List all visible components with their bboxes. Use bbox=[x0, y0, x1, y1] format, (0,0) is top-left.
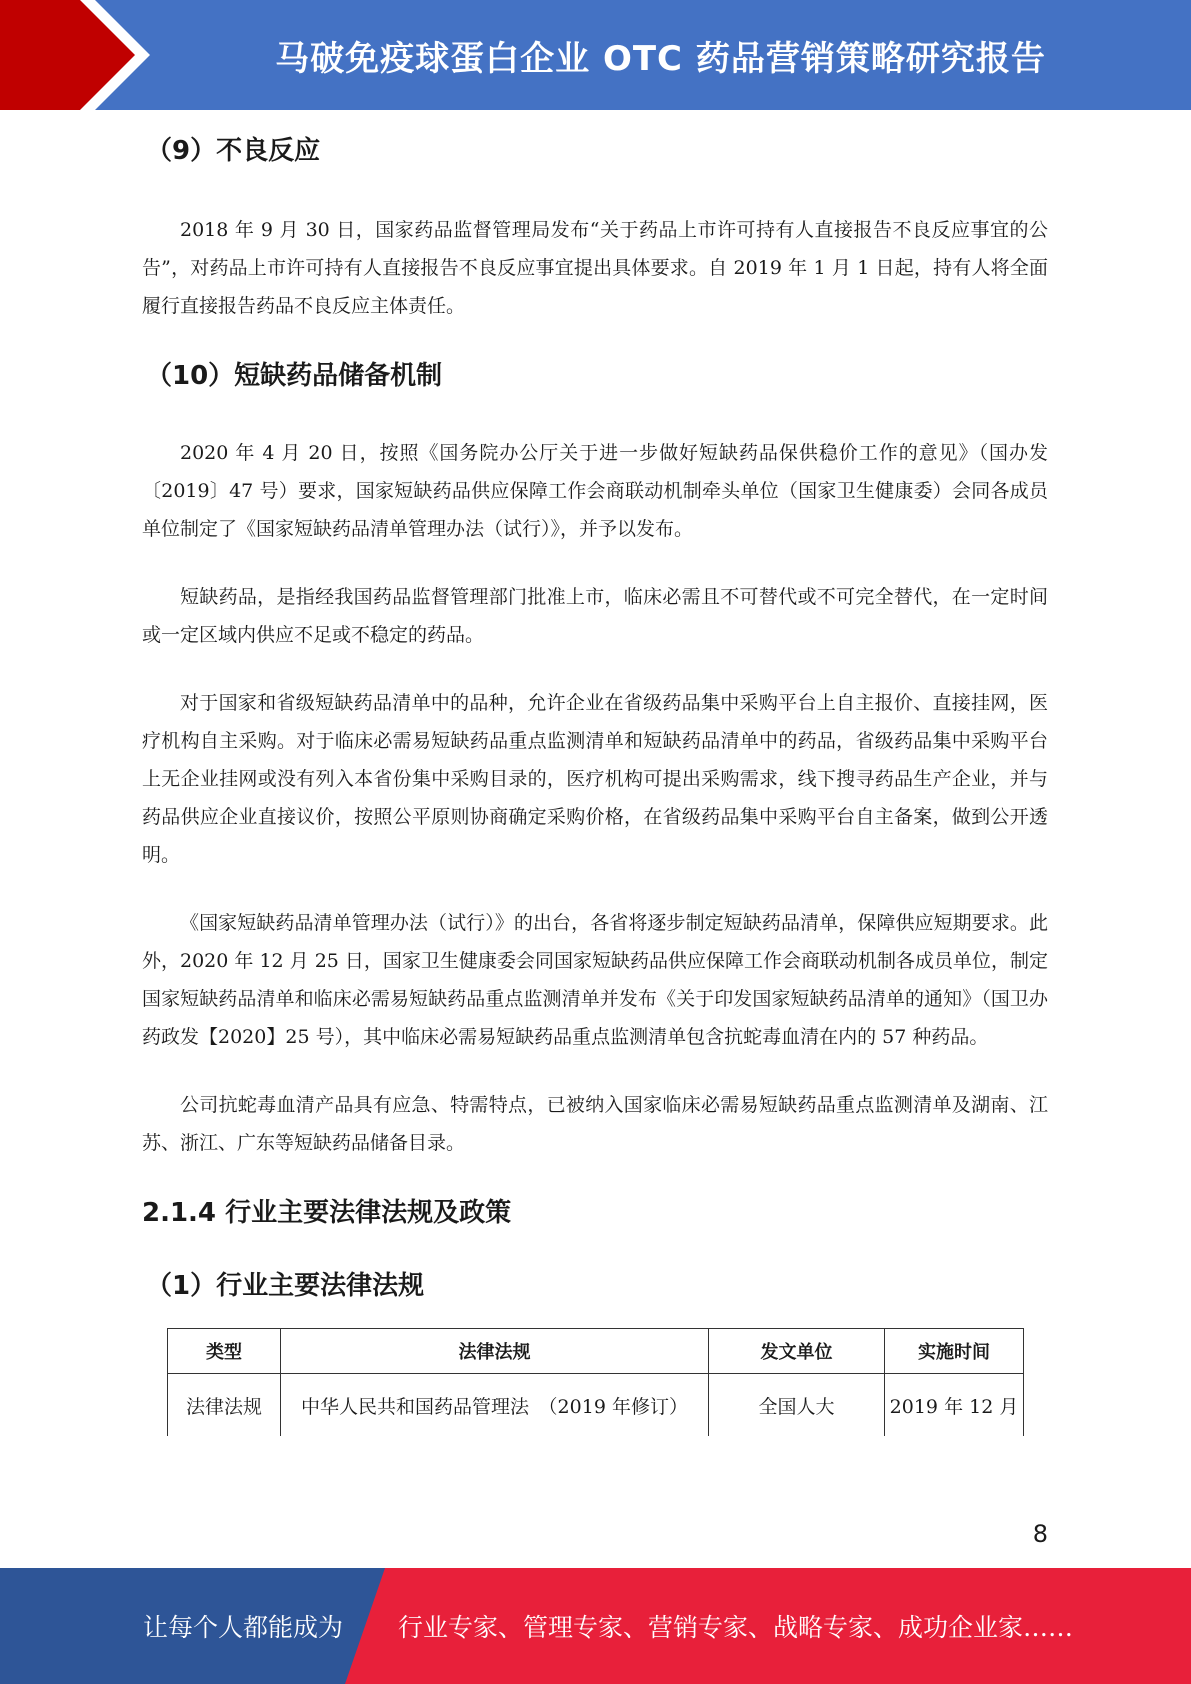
column-header-law: 法律法规 bbox=[281, 1329, 709, 1374]
page-number: 8 bbox=[1032, 1520, 1048, 1548]
table-header-row bbox=[168, 1329, 1024, 1374]
section-heading-shortage-reserve: （10）短缺药品储备机制 bbox=[146, 361, 443, 391]
page-content bbox=[142, 130, 1048, 1436]
paragraph: 2018 年 9 月 30 日，国家药品监督管理局发布“关于药品上市许可持有人直接报告不良反应事宜的公告”，对药品上市许可持有人直接报告不良反应事宜提出具体要求。自 2019 年 1 月 1 日起，持有人将全面履行直接报告药品不良反应主体责任。 bbox=[142, 219, 1048, 317]
laws-table bbox=[167, 1328, 1024, 1436]
page-footer bbox=[0, 1568, 1191, 1684]
page-header bbox=[0, 0, 1191, 110]
cell-type: 法律法规 bbox=[168, 1374, 281, 1437]
section-heading-adverse-reactions: （9）不良反应 bbox=[146, 136, 321, 166]
cell-effective-date: 2019 年 12 月 bbox=[885, 1374, 1024, 1437]
subsection-heading-main-laws: （1）行业主要法律法规 bbox=[146, 1271, 425, 1301]
report-title: 马破免疫球蛋白企业 OTC 药品营销策略研究报告 bbox=[275, 38, 1046, 79]
header-arrow-icon bbox=[0, 0, 160, 110]
paragraph: 2020 年 4 月 20 日，按照《国务院办公厅关于进一步做好短缺药品保供稳价工作的意见》（国办发〔2019〕47 号）要求，国家短缺药品供应保障工作会商联动机制牵头单位（国家卫生健康委）会同各成员单位制定了《国家短缺药品清单管理办法（试行）》，并予以发布。 bbox=[142, 442, 1048, 540]
cell-issuer: 全国人大 bbox=[709, 1374, 885, 1437]
column-header-type: 类型 bbox=[168, 1329, 281, 1374]
paragraph: 公司抗蛇毒血清产品具有应急、特需特点，已被纳入国家临床必需易短缺药品重点监测清单及湖南、江苏、浙江、广东等短缺药品储备目录。 bbox=[142, 1094, 1048, 1154]
paragraph: 短缺药品，是指经我国药品监督管理部门批准上市，临床必需且不可替代或不可完全替代，在一定时间或一定区域内供应不足或不稳定的药品。 bbox=[142, 586, 1048, 646]
cell-law: 中华人民共和国药品管理法 （2019 年修订） bbox=[281, 1374, 709, 1437]
footer-slogan-left: 让每个人都能成为 bbox=[143, 1613, 344, 1642]
table-row bbox=[168, 1374, 1024, 1437]
paragraph: 对于国家和省级短缺药品清单中的品种，允许企业在省级药品集中采购平台上自主报价、直接挂网，医疗机构自主采购。对于临床必需易短缺药品重点监测清单和短缺药品清单中的药品，省级药品集中采购平台上无企业挂网或没有列入本省份集中采购目录的，医疗机构可提出采购需求，线下搜寻药品生产企业，并与药品供应企业直接议价，按照公平原则协商确定采购价格，在省级药品集中采购平台自主备案，做到公开透明。 bbox=[142, 692, 1048, 866]
section-heading-laws-policies: 2.1.4 行业主要法律法规及政策 bbox=[142, 1198, 512, 1228]
column-header-effective-date: 实施时间 bbox=[885, 1329, 1024, 1374]
column-header-issuer: 发文单位 bbox=[709, 1329, 885, 1374]
footer-slogan-right: 行业专家、管理专家、营销专家、战略专家、成功企业家…… bbox=[398, 1613, 1074, 1642]
paragraph: 《国家短缺药品清单管理办法（试行）》的出台，各省将逐步制定短缺药品清单，保障供应短期要求。此外，2020 年 12 月 25 日，国家卫生健康委会同国家短缺药品供应保障工作会商联动机制各成员单位，制定国家短缺药品清单和临床必需易短缺药品重点监测清单并发布《关于印发国家短缺药品清单的通知》（国卫办药政发【2020】25 号），其中临床必需易短缺药品重点监测清单包含抗蛇毒血清在内的 57 种药品。 bbox=[142, 912, 1048, 1048]
